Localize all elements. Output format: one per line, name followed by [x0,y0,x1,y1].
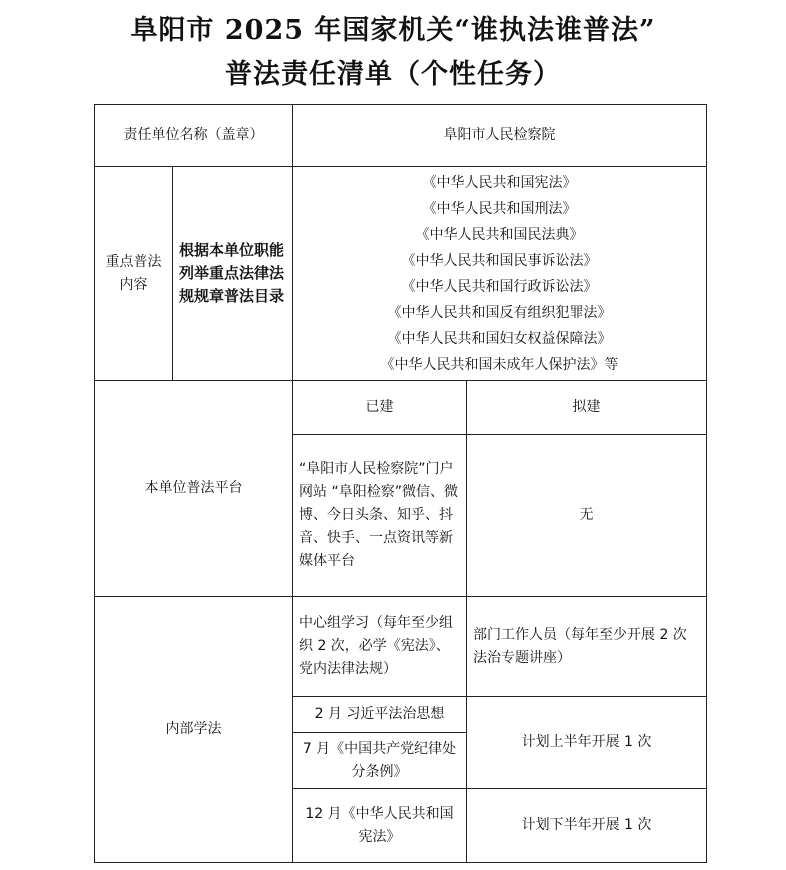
law-item: 《中华人民共和国行政诉讼法》 [401,278,598,295]
unit-label: 责任单位名称（盖章） [95,105,293,167]
internal-row4-left: 12 月《中华人民共和国宪法》 [293,789,467,863]
internal-row1-right: 部门工作人员（每年至少开展 2 次法治专题讲座） [467,597,707,697]
col-built-header: 已建 [293,381,467,435]
platform-planned: 无 [467,435,707,597]
platform-built: “阜阳市人民检察院”门户网站 “阜阳检察”微信、微博、今日头条、知乎、抖音、快手、一点资讯等新媒体平台 [293,435,467,597]
internal-row3-left: 7 月《中国共产党纪律处分条例》 [293,733,467,789]
law-item: 《中华人民共和国反有组织犯罪法》 [387,304,612,321]
law-item: 《中华人民共和国宪法》 [422,174,577,191]
internal-label: 内部学法 [95,597,293,863]
col-planned-header: 拟建 [467,381,707,435]
unit-value: 阜阳市人民检察院 [293,105,707,167]
law-list [293,167,707,381]
internal-row4-right: 计划下半年开展 1 次 [467,789,707,863]
responsibility-table [94,104,706,862]
law-item: 《中华人民共和国妇女权益保障法》 [387,330,612,347]
internal-row23-right: 计划上半年开展 1 次 [467,697,707,789]
law-item: 《中华人民共和国民事诉讼法》 [401,252,598,269]
focus-sublabel: 根据本单位职能列举重点法律法规规章普法目录 [173,167,293,381]
internal-row1-left: 中心组学习（每年至少组织 2 次，必学《宪法》、党内法律法规） [293,597,467,697]
document-title-line1: 阜阳市 2025 年国家机关“谁执法谁普法” [130,15,656,46]
law-item: 《中华人民共和国民法典》 [415,226,584,243]
table-row-platform-header [95,381,707,435]
internal-row2-left: 2 月 习近平法治思想 [293,697,467,733]
document-title-line2: 普法责任清单（个性任务） [225,59,561,90]
law-item: 《中华人民共和国刑法》 [422,200,577,217]
focus-label: 重点普法内容 [95,167,173,381]
law-item: 《中华人民共和国未成年人保护法》等 [380,356,619,373]
table-row-focus [95,167,707,381]
table-row-internal-1 [95,597,707,697]
platform-label: 本单位普法平台 [95,381,293,597]
table-row-unit [95,105,707,167]
